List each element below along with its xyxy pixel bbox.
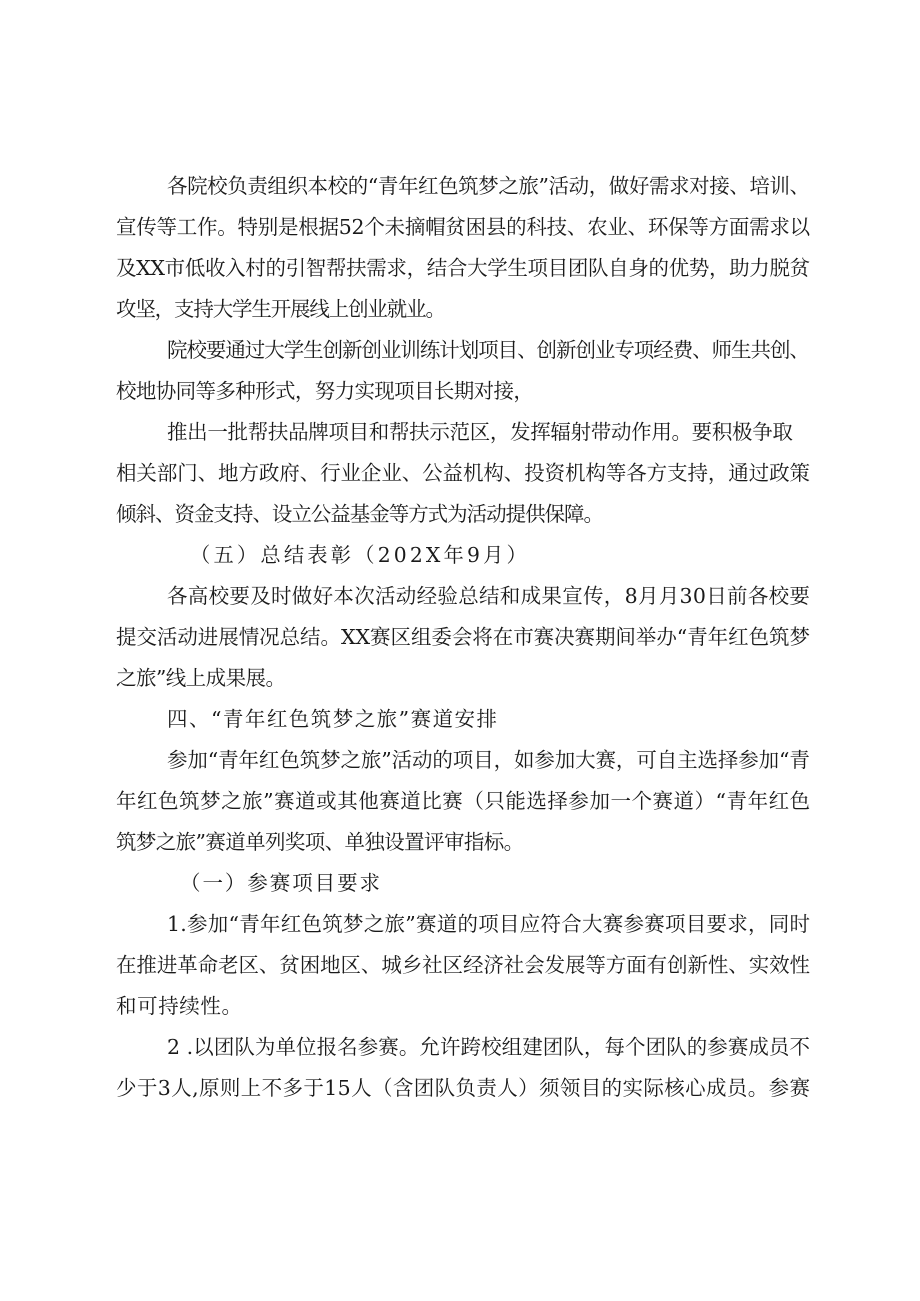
text-line: 在推进革命老区、贫困地区、城乡社区经济社会发展等方面有创新性、实效性 xyxy=(116,953,810,977)
text-line: 攻坚，支持大学生开展线上创业就业。 xyxy=(116,297,445,321)
text-line: 提交活动进展情况总结。XX赛区组委会将在市赛决赛期间举办“青年红色筑梦 xyxy=(116,625,810,649)
text-line: 推出一批帮扶品牌项目和帮扶示范区，发挥辐射带动作用。要积极争取 xyxy=(167,420,793,444)
text-line: 宣传等工作。特别是根据52个未摘帽贫困县的科技、农业、环保等方面需求以 xyxy=(116,215,810,239)
text-line: 参加“青年红色筑梦之旅”活动的项目，如参加大赛，可自主选择参加“青 xyxy=(167,748,810,772)
section-heading: （一）参赛项目要求 xyxy=(180,871,382,895)
text-line: 和可持续性。 xyxy=(116,994,243,1018)
text-line: 筑梦之旅”赛道单列奖项、单独设置评审指标。 xyxy=(116,830,524,854)
text-line: 院校要通过大学生创新创业训练计划项目、创新创业专项经费、师生共创、 xyxy=(167,338,809,362)
text-line: 各高校要及时做好本次活动经验总结和成果宣传，8月月30日前各校要 xyxy=(167,584,811,608)
text-line: 之旅”线上成果展。 xyxy=(116,666,286,690)
text-line: 校地协同等多种形式，努力实现项目长期对接， xyxy=(116,379,534,403)
text-line: 倾斜、资金支持、设立公益基金等方式为活动提供保障。 xyxy=(116,502,603,526)
text-line: 年红色筑梦之旅”赛道或其他赛道比赛（只能选择参加一个赛道）“青年红色 xyxy=(116,789,811,813)
text-line: 2 .以团队为单位报名参赛。允许跨校组建团队，每个团队的参赛成员不 xyxy=(167,1035,811,1059)
text-line: 少于3人,原则上不多于15人（含团队负责人）须领目的实际核心成员。参赛 xyxy=(116,1076,811,1100)
section-heading: 四、“青年红色筑梦之旅”赛道安排 xyxy=(167,707,499,731)
text-line: 及XX市低收入村的引智帮扶需求，结合大学生项目团队自身的优势，助力脱贫 xyxy=(116,256,810,280)
text-line: 相关部门、地方政府、行业企业、公益机构、投资机构等各方支持，通过政策 xyxy=(116,461,810,485)
section-heading: （五）总结表彰（202X年9月） xyxy=(190,543,530,567)
text-line: 1.参加“青年红色筑梦之旅”赛道的项目应符合大赛参赛项目要求，同时 xyxy=(167,912,811,936)
text-line: 各院校负责组织本校的“青年红色筑梦之旅”活动，做好需求对接、培训、 xyxy=(167,174,810,198)
